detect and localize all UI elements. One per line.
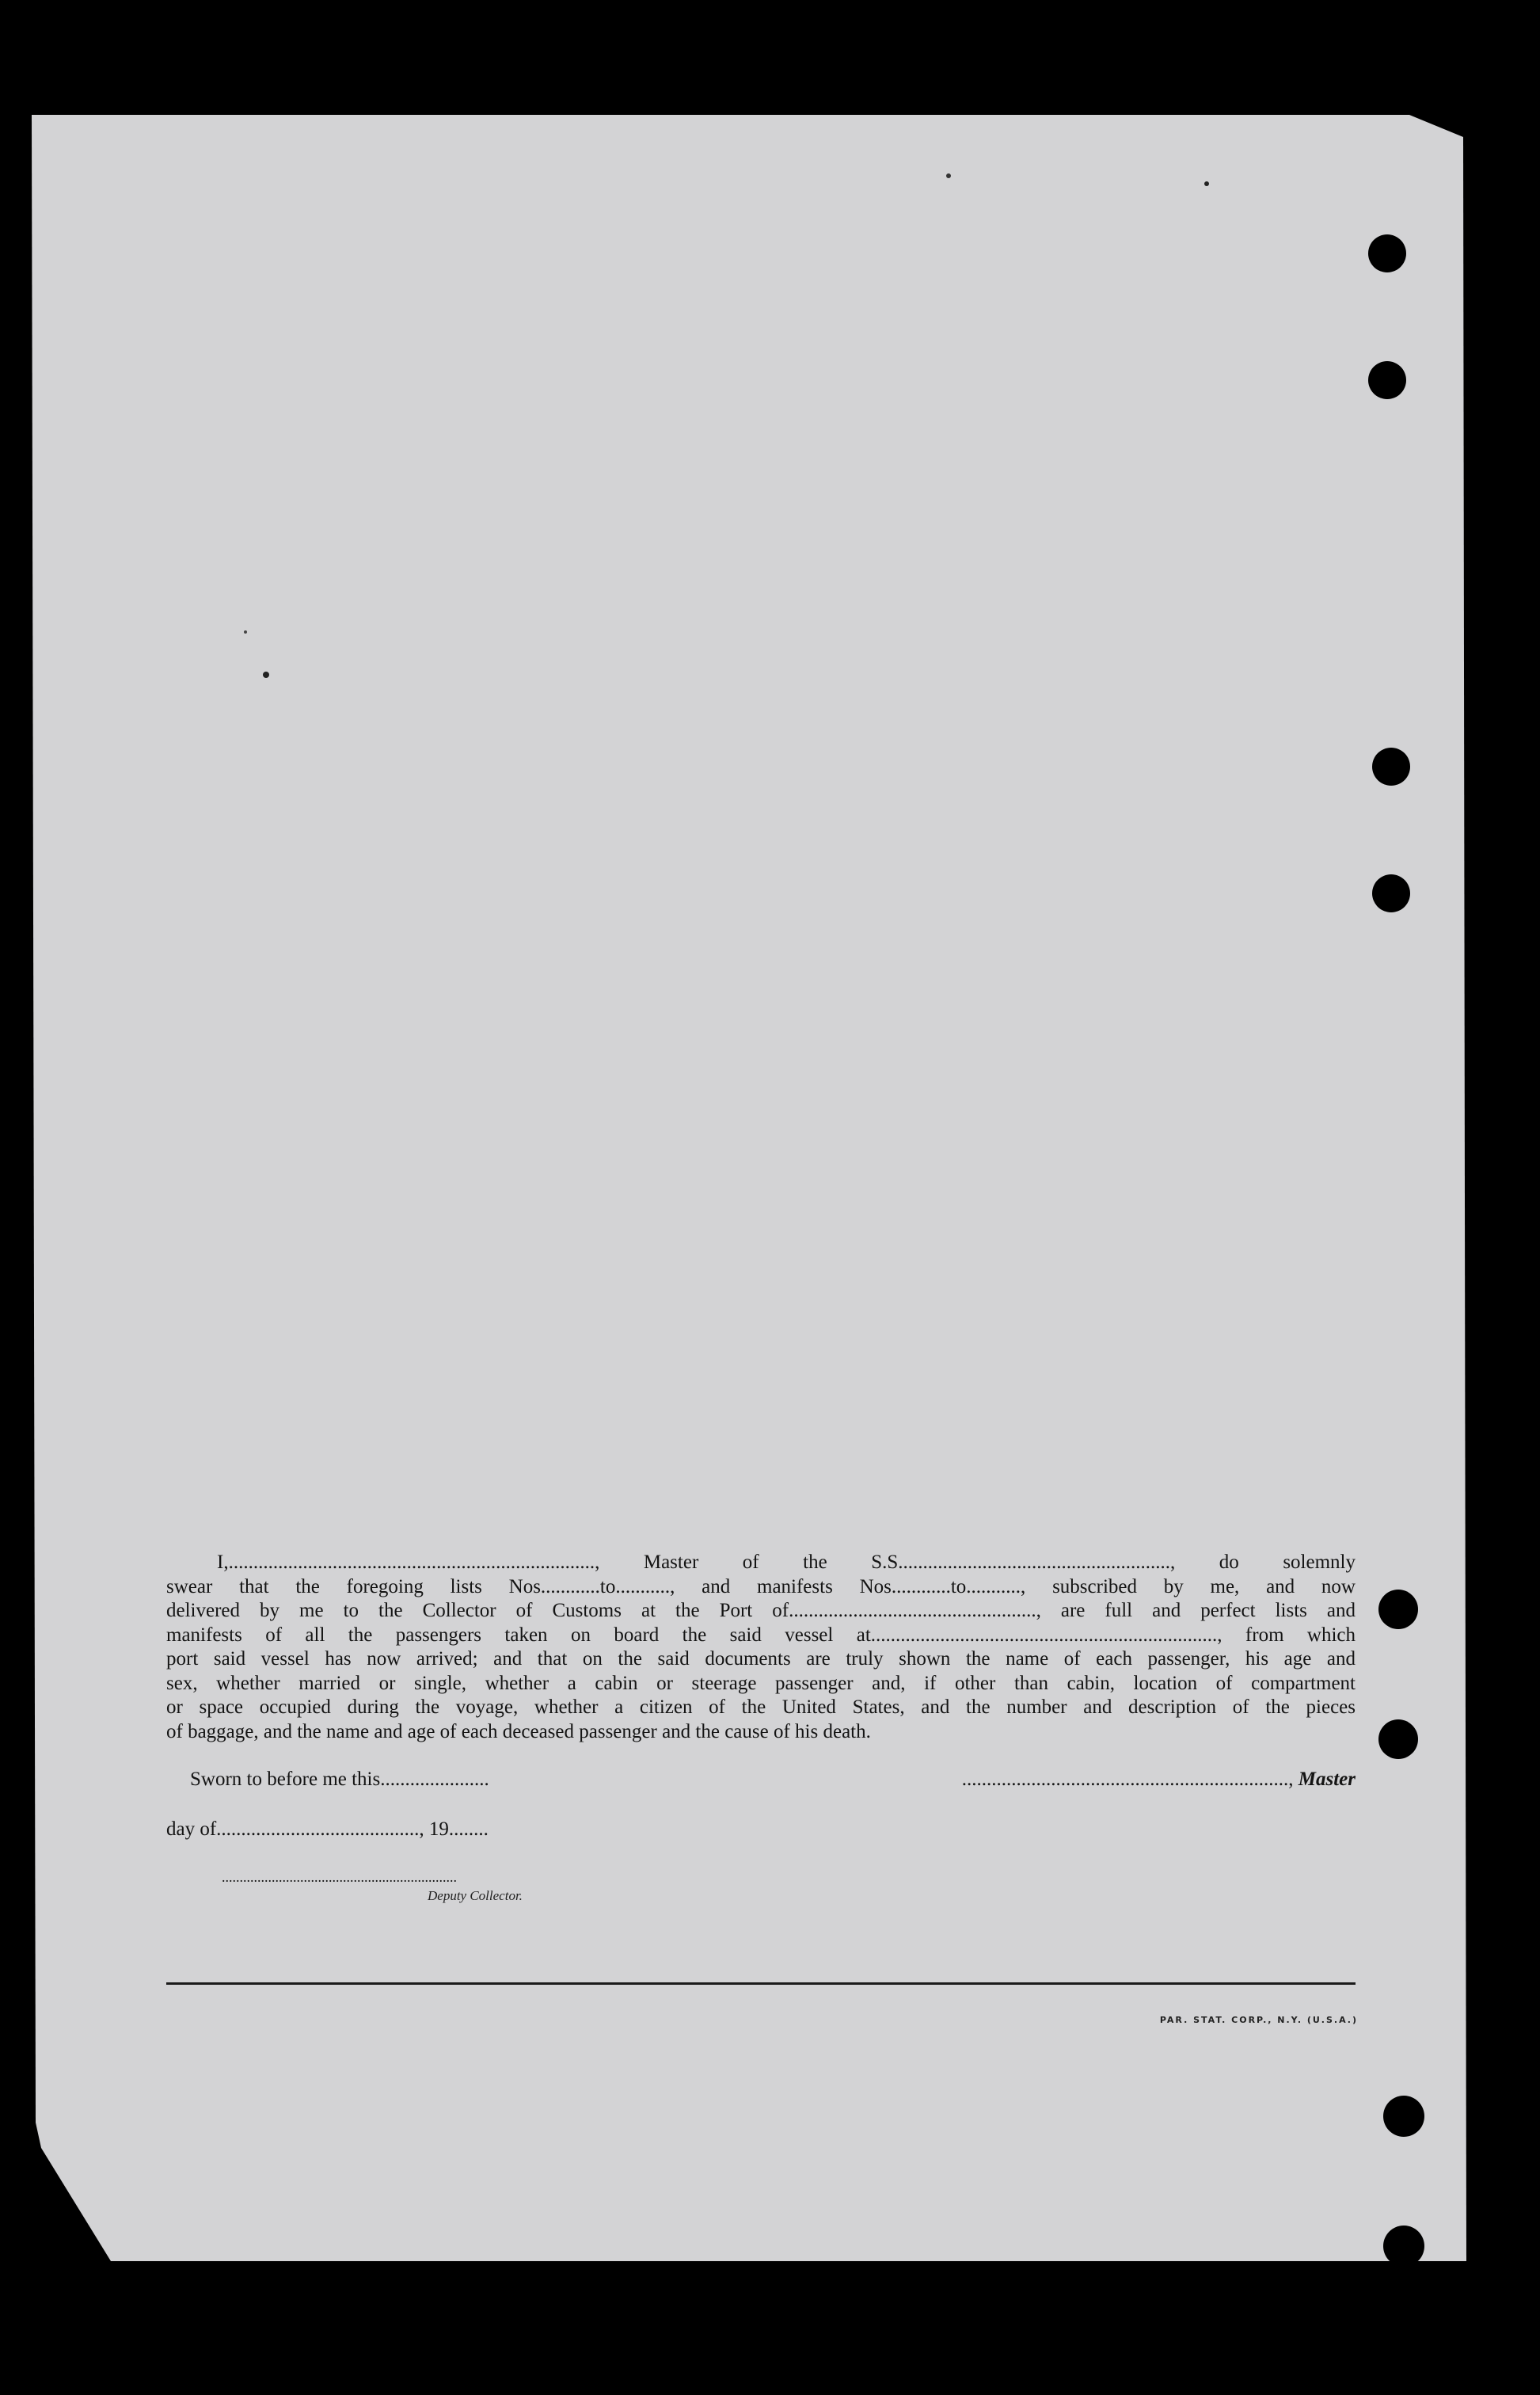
oath-line: delivered by me to the Collector of Customs at the Port of.................................................., are full and perfect lists and bbox=[166, 1600, 1356, 1621]
deputy-collector-label: Deputy Collector. bbox=[428, 1888, 523, 1903]
master-label: Master bbox=[1298, 1769, 1356, 1790]
oath-line: of baggage, and the name and age of each deceased passenger and the cause of his death. bbox=[166, 1720, 871, 1742]
printer-imprint: PAR. STAT. CORP., N.Y. (U.S.A.) bbox=[1159, 2015, 1358, 2025]
day-of-line: day of........................................., 19........ bbox=[166, 1818, 489, 1840]
oath-line: sex, whether married or single, whether a cabin or steerage passenger and, if other than cabin, location of compartment bbox=[166, 1672, 1356, 1694]
oath-line: or space occupied during the voyage, whether a citizen of the United States, and the number and description of the pieces bbox=[166, 1696, 1356, 1718]
deputy-signature-dots: .................................................................. bbox=[222, 1869, 457, 1885]
oath-line: port said vessel has now arrived; and that on the said documents are truly shown the name of each passenger, his age and bbox=[166, 1648, 1356, 1670]
master-signature-dots: .................................................................., bbox=[961, 1769, 1294, 1790]
oath-line: I,.........................................................................., Master of the S.S......................................................., do solemnly bbox=[217, 1552, 1356, 1573]
sworn-statement: Sworn to before me this...................... bbox=[190, 1769, 489, 1790]
oath-paragraph bbox=[166, 1551, 1356, 1744]
oath-line: swear that the foregoing lists Nos............to..........., and manifests Nos............to..........., subscribed by me, and now bbox=[166, 1575, 1356, 1597]
oath-line: manifests of all the passengers taken on board the said vessel at......................................................................, from which bbox=[166, 1624, 1356, 1646]
master-signature-line bbox=[962, 1769, 1356, 1791]
horizontal-rule bbox=[166, 1982, 1356, 1985]
